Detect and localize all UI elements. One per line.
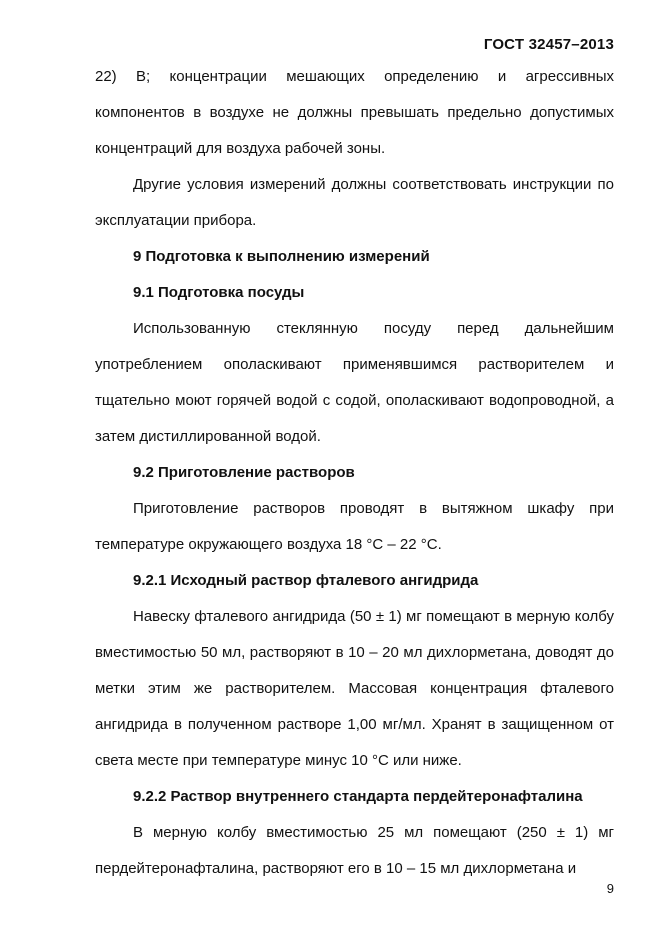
standard-header: ГОСТ 32457–2013 <box>483 36 614 53</box>
paragraph-phthalic-anhydride-solution: Навеску фталевого ангидрида (50 ± 1) мг помещают в мерную колбу вместимостью 50 мл, растворяют в 10 – 20 мл дихлорметана, доводят до метки этим же растворителем. Массовая концентрация фталевого ангидрида в полученном растворе 1,00 мг/мл. Хранят в защищенном от света месте при температуре минус 10 °С или ниже. <box>95 608 614 769</box>
paragraph-solution-preparation: Приготовление растворов проводят в вытяжном шкафу при температуре окружающего воздуха 18 °С – 22 °С. <box>95 500 614 553</box>
section-heading-9-1: 9.1 Подготовка посуды <box>133 284 305 301</box>
section-heading-9-2-2: 9.2.2 Раствор внутреннего стандарта пердейтеронафталина <box>133 788 583 805</box>
paragraph-measurement-conditions: 22) В; концентрации мешающих определению и агрессивных компонентов в воздухе не должны превышать предельно допустимых концентраций для воздуха рабочей зоны. <box>95 68 614 157</box>
body-text <box>95 59 614 887</box>
section-heading-9-2-1: 9.2.1 Исходный раствор фталевого ангидрида <box>133 572 479 589</box>
paragraph-device-instructions: Другие условия измерений должны соответствовать инструкции по эксплуатации прибора. <box>95 176 614 229</box>
section-heading-9: 9 Подготовка к выполнению измерений <box>133 248 430 265</box>
paragraph-glassware-cleaning: Использованную стеклянную посуду перед дальнейшим употреблением ополаскивают применявшимся растворителем и тщательно моют горячей водой с содой, ополаскивают водопроводной, а затем дистиллированной водой. <box>95 320 614 445</box>
paragraph-internal-standard-solution: В мерную колбу вместимостью 25 мл помещают (250 ± 1) мг пердейтеронафталина, растворяют его в 10 – 15 мл дихлорметана и <box>95 824 614 877</box>
section-heading-9-2: 9.2 Приготовление растворов <box>133 464 355 481</box>
page-number: 9 <box>606 881 614 896</box>
